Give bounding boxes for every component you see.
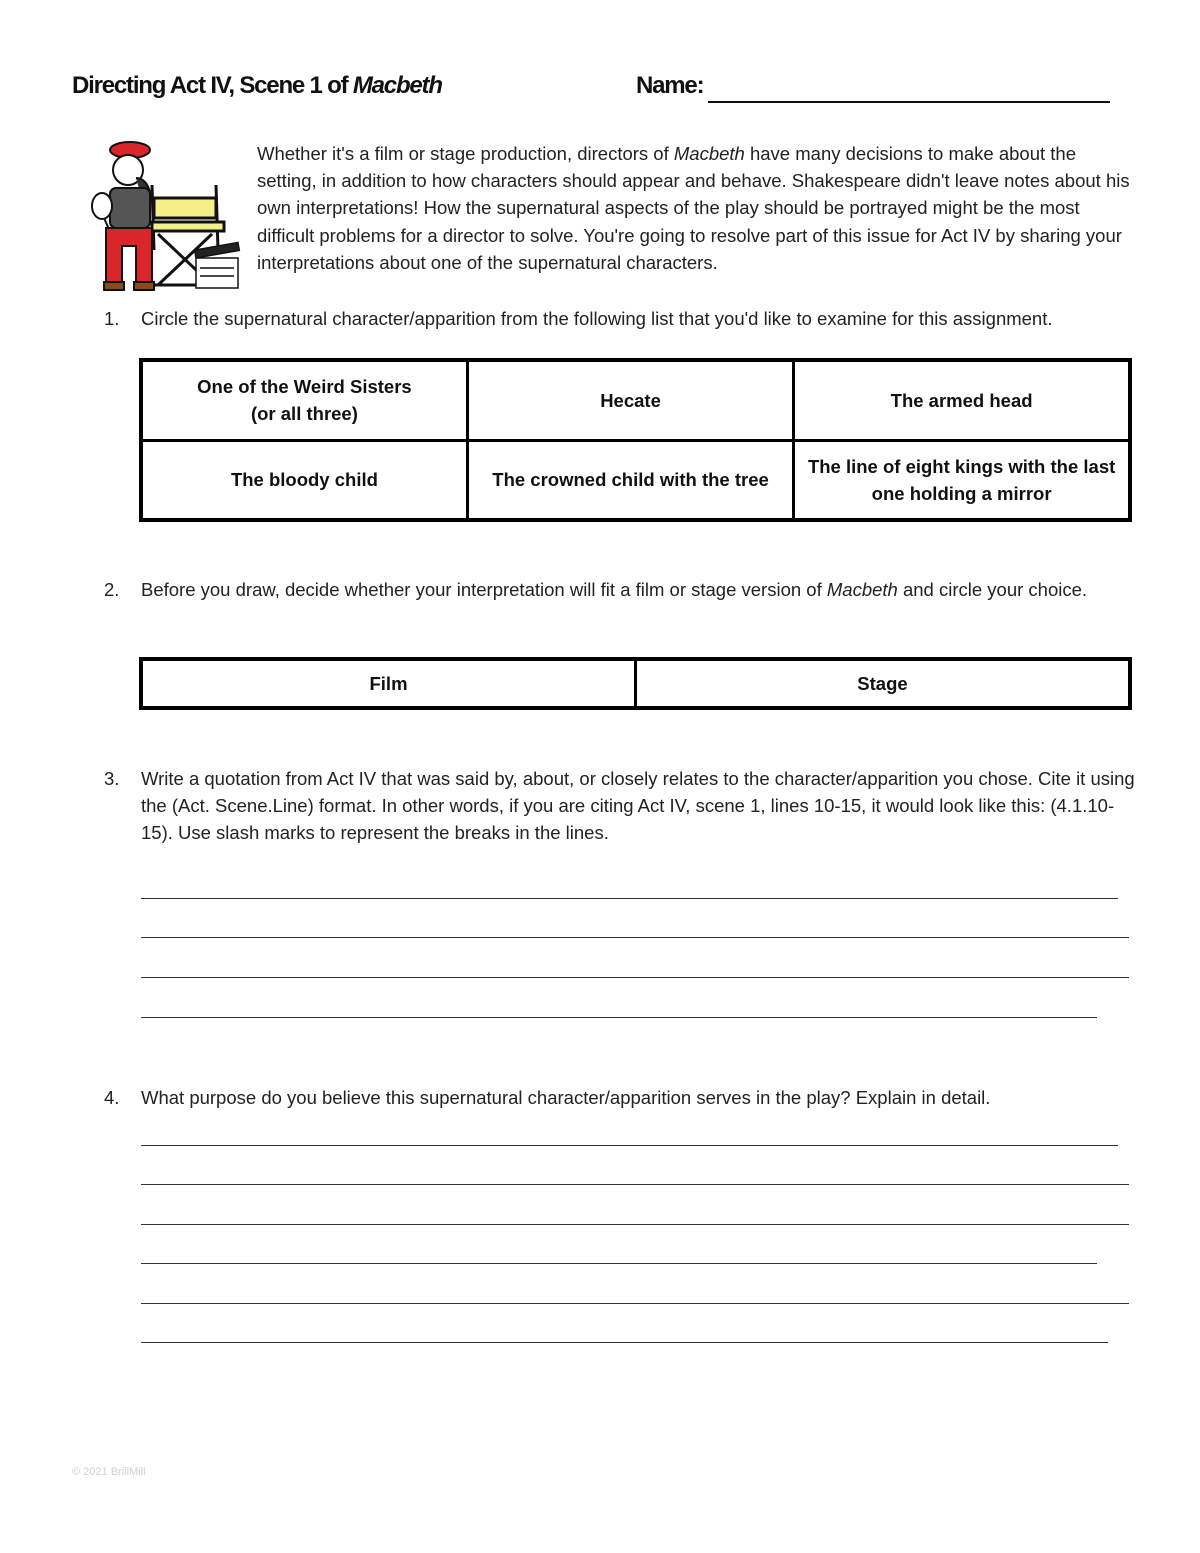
answer-line[interactable]: [141, 1224, 1129, 1225]
director-figure: [92, 142, 154, 290]
title-text: Directing Act IV, Scene 1 of: [72, 72, 353, 99]
question-number: 1.: [104, 308, 120, 329]
answer-line[interactable]: [141, 1263, 1097, 1264]
choice-cell[interactable]: The bloody child: [141, 440, 467, 520]
question-text: Write a quotation from Act IV that was said by, about, or closely relates to the character/apparition you chose. Cite it using the (Act. Scene.Line) format. In other words, if you are citing Act IV, scene 1, lines 10-15, it would look like this: (4.1.10-15). Use slash marks to represent the breaks in the lines.: [141, 768, 1135, 844]
name-field[interactable]: [708, 101, 1110, 103]
intro-paragraph: [257, 140, 1137, 276]
answer-line[interactable]: [141, 1017, 1097, 1018]
question-text-2: and circle your choice.: [897, 579, 1088, 600]
film-choice[interactable]: Film: [141, 659, 636, 708]
choice-label: (or all three): [250, 403, 358, 425]
answer-line[interactable]: [141, 898, 1118, 899]
answer-line[interactable]: [141, 1184, 1129, 1185]
question-play-title: Macbeth: [826, 579, 898, 600]
choice-cell[interactable]: The crowned child with the tree: [467, 440, 793, 520]
choice-label: One of the Weird Sisters: [197, 376, 412, 398]
version-choice-table: [139, 657, 1132, 710]
page-title: [72, 72, 442, 100]
clapperboard: [195, 242, 240, 288]
question-number: 4.: [104, 1087, 120, 1108]
intro-text-1: Whether it's a film or stage production, directors of: [257, 143, 674, 164]
director-clipart-icon: [84, 140, 244, 295]
intro-play-title: Macbeth: [673, 143, 745, 164]
question-text-1: Before you draw, decide whether your interpretation will fit a film or stage version of: [141, 579, 827, 600]
stage-choice[interactable]: Stage: [636, 659, 1131, 708]
answer-line[interactable]: [141, 1342, 1108, 1343]
copyright-footer: © 2021 BrillMill: [72, 1466, 146, 1478]
question-number: 3.: [104, 768, 120, 789]
question-number: 2.: [104, 579, 120, 600]
title-play: Macbeth: [352, 72, 442, 99]
question-text: What purpose do you believe this supernatural character/apparition serves in the play? Explain in detail.: [141, 1087, 991, 1108]
intro-text-2: have many decisions to make about the setting, in addition to how characters should appear and behave. Shakespeare didn't leave notes about his own interpretations! How the supernatural aspects of the play should be portrayed might be the most difficult problems for a director to solve. You're going to resolve part of this issue for Act IV by sharing your interpretations about one of the supernatural characters.: [257, 143, 1130, 273]
choice-cell[interactable]: [141, 360, 467, 440]
question-text: [141, 576, 1101, 603]
answer-line[interactable]: [141, 1145, 1118, 1146]
answer-line[interactable]: [141, 1303, 1129, 1304]
question-text: Circle the supernatural character/apparition from the following list that you'd like to examine for this assignment.: [141, 308, 1053, 329]
character-choice-table: [139, 358, 1132, 522]
choice-cell[interactable]: Hecate: [467, 360, 793, 440]
choice-cell[interactable]: The armed head: [794, 360, 1130, 440]
answer-line[interactable]: [141, 977, 1129, 978]
name-label: Name:: [636, 72, 704, 99]
answer-line[interactable]: [141, 937, 1129, 938]
choice-cell[interactable]: The line of eight kings with the last one holding a mirror: [794, 440, 1130, 520]
